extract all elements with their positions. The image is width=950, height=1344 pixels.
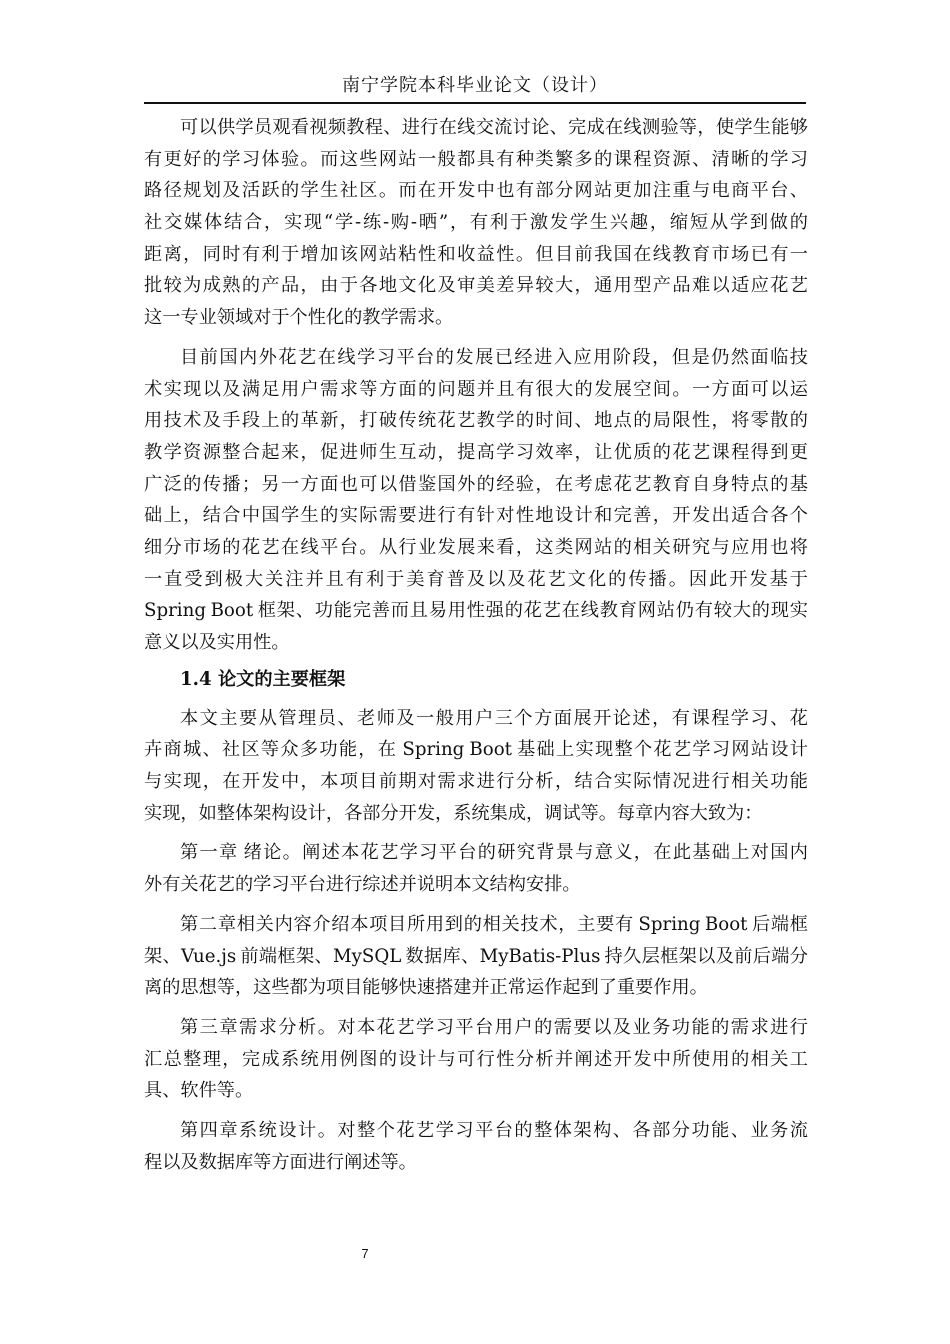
text-line: 本文主要从管理员、老师及一般用户三个方面展开论述，有课程学习、花 xyxy=(180,707,808,729)
text-line: 目前国内外花艺在线学习平台的发展已经进入应用阶段，但是仍然面临技 xyxy=(180,346,808,368)
text-line: 批较为成熟的产品，由于各地文化及审美差异较大，通用型产品难以适应花艺 xyxy=(144,275,808,297)
paragraph xyxy=(144,112,808,334)
text-line: 可以供学员观看视频教程、进行在线交流讨论、完成在线测验等，使学生能够 xyxy=(180,117,808,138)
paragraph-gap xyxy=(144,334,808,342)
text-line: 术实现以及满足用户需求等方面的问题并且有很大的发展空间。一方面可以运 xyxy=(144,378,808,400)
text-line: 程以及数据库等方面进行阐述等。 xyxy=(144,1151,417,1173)
text-line: 第四章系统设计。对整个花艺学习平台的整体架构、各部分功能、业务流 xyxy=(180,1119,808,1141)
page-number: 7 xyxy=(361,1246,369,1261)
text-line: Spring Boot 框架、功能完善而且易用性强的花艺在线教育网站仍有较大的现实 xyxy=(144,600,808,622)
text-line: 距离，同时有利于增加该网站粘性和收益性。但目前我国在线教育市场已有一 xyxy=(144,243,808,265)
paragraph xyxy=(144,837,808,900)
text-line: 广泛的传播；另一方面也可以借鉴国外的经验，在考虑花艺教育自身特点的基 xyxy=(144,473,808,495)
text-line: 架、Vue.js 前端框架、MySQL 数据库、MyBatis-Plus 持久层框架以及前后端分 xyxy=(144,945,808,967)
text-line: 外有关花艺的学习平台进行综述并说明本文结构安排。 xyxy=(144,874,581,896)
section-1-4-body xyxy=(144,703,808,1179)
text-line: 具、软件等。 xyxy=(144,1080,254,1102)
text-line: 卉商城、社区等众多功能，在 Spring Boot 基础上实现整个花艺学习网站设计 xyxy=(144,739,808,761)
paragraph xyxy=(144,703,808,830)
text-line: 与实现，在开发中，本项目前期对需求进行分析，结合实际情况进行相关功能 xyxy=(144,771,808,793)
text-line: 路径规划及活跃的学生社区。而在开发中也有部分网站更加注重与电商平台、 xyxy=(144,180,808,202)
paragraph xyxy=(144,342,808,659)
text-line: 教学资源整合起来，促进师生互动，提高学习效率，让优质的花艺课程得到更 xyxy=(144,441,808,463)
paragraph-gap xyxy=(144,1004,808,1012)
paragraph-gap xyxy=(144,901,808,909)
body-text xyxy=(144,112,808,1178)
text-line: 用技术及手段上的革新，打破传统花艺教学的时间、地点的局限性，将零散的 xyxy=(144,410,808,432)
text-line: 实现，如整体架构设计，各部分开发，系统集成，调试等。每章内容大致为： xyxy=(144,802,763,824)
running-header: 南宁学院本科毕业论文（设计） xyxy=(144,72,806,104)
text-line: 一直受到极大关注并且有利于美育普及以及花艺文化的传播。因此开发基于 xyxy=(144,568,808,590)
text-line: 第二章相关内容介绍本项目所用到的相关技术，主要有 Spring Boot 后端框 xyxy=(180,913,808,935)
text-line: 意义以及实用性。 xyxy=(144,632,290,653)
paragraph xyxy=(144,1012,808,1107)
text-line: 这一专业领域对于个性化的教学需求。 xyxy=(144,307,454,329)
paragraph-gap xyxy=(144,829,808,837)
text-line: 细分市场的花艺在线平台。从行业发展来看，这类网站的相关研究与应用也将 xyxy=(144,536,808,558)
text-line: 第三章需求分析。对本花艺学习平台用户的需要以及业务功能的需求进行 xyxy=(180,1016,808,1038)
section-heading: 1.4 论文的主要框架 xyxy=(180,668,346,690)
text-line: 础上，结合中国学生的实际需要进行有针对性地设计和完善，开发出适合各个 xyxy=(144,505,808,527)
text-line: 第一章 绪论。阐述本花艺学习平台的研究背景与意义，在此基础上对国内 xyxy=(180,842,808,864)
text-line: 有更好的学习体验。而这些网站一般都具有种类繁多的课程资源、清晰的学习 xyxy=(144,148,808,170)
paragraph xyxy=(144,1115,808,1178)
text-line: 汇总整理，完成系统用例图的设计与可行性分析并阐述开发中所使用的相关工 xyxy=(144,1048,808,1070)
section-1-3-continued xyxy=(144,112,808,659)
text-line: 离的思想等，这些都为项目能够快速搭建并正常运作起到了重要作用。 xyxy=(144,977,708,999)
paragraph-gap xyxy=(144,1107,808,1115)
paragraph xyxy=(144,909,808,1004)
text-line: 社交媒体结合，实现“学-练-购-晒”，有利于激发学生兴趣，缩短从学到做的 xyxy=(144,212,808,234)
